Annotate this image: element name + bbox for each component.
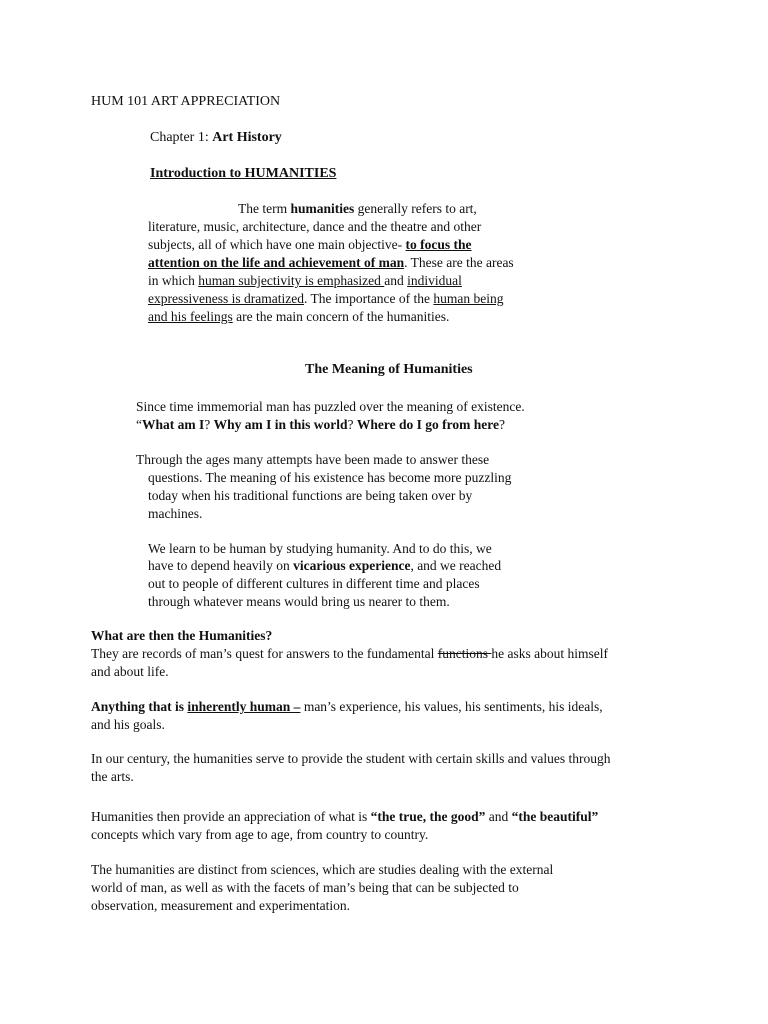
intro-text: and (384, 273, 408, 288)
intro-text: in which (148, 273, 199, 288)
underlined-term: human being (433, 291, 504, 306)
objective-emphasis: achievement of man (288, 255, 405, 270)
what-text: They are records of man’s quest for answers to the fundamental (91, 646, 438, 661)
intro-heading: Introduction to HUMANITIES (150, 166, 337, 181)
intro-line-2: literature, music, architecture, dance and the theatre and other (148, 219, 482, 234)
true-good-term: “the true, the good” (370, 809, 486, 824)
inherently-human-term: inherently human – (187, 699, 301, 714)
distinct-line: world of man, as well as with the facets of man’s being that can be subjected to (91, 880, 519, 895)
appreciation-line: concepts which vary from age to age, from country to country. (91, 827, 429, 842)
century-line: In our century, the humanities serve to provide the student with certain skills and values through (91, 751, 611, 766)
meaning-text: have to depend heavily on (148, 558, 294, 573)
underlined-term: human (198, 273, 235, 288)
underlined-term: subjectivity is emphasized (238, 273, 385, 288)
vicarious-experience-term: vicarious experience (293, 558, 411, 573)
intro-text: are the main concern of the humanities. (232, 309, 450, 324)
struck-word: functions (437, 646, 492, 661)
underlined-term: dramatized (243, 291, 304, 306)
intro-line-6 (148, 290, 504, 308)
what-line (91, 645, 608, 663)
anything-text: man’s experience, his values, his sentiments, his ideals, (300, 699, 603, 714)
meaning-heading: The Meaning of Humanities (305, 362, 473, 377)
quote-mark: “ (136, 417, 142, 432)
anything-line: and his goals. (91, 717, 165, 732)
intro-line-3 (148, 236, 472, 254)
question-mark: ? (204, 417, 214, 432)
what-line: and about life. (91, 664, 169, 679)
intro-text: The term (238, 201, 291, 216)
meaning-text: , and we reached (410, 558, 502, 573)
underlined-term: expressiveness is (148, 291, 244, 306)
intro-text: . These are the areas (404, 255, 514, 270)
intro-line-1 (238, 200, 477, 218)
chapter-name: Art History (212, 130, 282, 145)
objective-emphasis: attention on the life and (148, 255, 289, 270)
objective-emphasis: to focus the (405, 237, 472, 252)
meaning-line: through whatever means would bring us nearer to them. (148, 594, 450, 609)
meaning-line: machines. (148, 506, 203, 521)
intro-text: subjects, all of which have one main objective- (148, 237, 406, 252)
question-2: Why am I in this world (213, 417, 348, 432)
chapter-prefix: Chapter 1: (150, 130, 213, 145)
intro-line-4 (148, 254, 514, 272)
meaning-line: We learn to be human by studying humanity. And to do this, we (148, 541, 492, 556)
meaning-line: out to people of different cultures in different time and places (148, 576, 480, 591)
question-1: What am I (142, 417, 205, 432)
meaning-line: today when his traditional functions are being taken over by (148, 488, 473, 503)
distinct-line: observation, measurement and experimentation. (91, 898, 351, 913)
meaning-line: questions. The meaning of his existence has become more puzzling (148, 470, 512, 485)
meaning-line: Through the ages many attempts have been made to answer these (136, 452, 490, 467)
intro-line-7 (148, 308, 449, 326)
century-line: the arts. (91, 769, 134, 784)
question-mark: ? (347, 417, 357, 432)
anything-line (91, 698, 603, 716)
anything-lead: Anything that is (91, 699, 188, 714)
question-3: Where do I go from here (356, 417, 500, 432)
meaning-line: Since time immemorial man has puzzled over the meaning of existence. (136, 399, 525, 414)
chapter-line (150, 129, 282, 147)
what-question: What are then the Humanities? (91, 628, 273, 643)
distinct-line: The humanities are distinct from sciences, which are studies dealing with the external (91, 862, 554, 877)
question-mark: ? (499, 417, 506, 432)
questions-line (136, 416, 505, 434)
humanities-term: humanities (290, 201, 355, 216)
underlined-term: and his feelings (148, 309, 233, 324)
appreciation-text: and (485, 809, 512, 824)
intro-text: . The importance of the (303, 291, 434, 306)
appreciation-text: Humanities then provide an appreciation of what is (91, 809, 371, 824)
beautiful-term: “the beautiful” (511, 809, 599, 824)
intro-line-5 (148, 272, 462, 290)
document-title: HUM 101 ART APPRECIATION (91, 94, 281, 109)
underlined-term: individual (407, 273, 462, 288)
appreciation-line (91, 808, 598, 826)
what-text: he asks about himself (491, 646, 608, 661)
meaning-line (148, 557, 501, 575)
intro-text: generally refers to art, (354, 201, 477, 216)
